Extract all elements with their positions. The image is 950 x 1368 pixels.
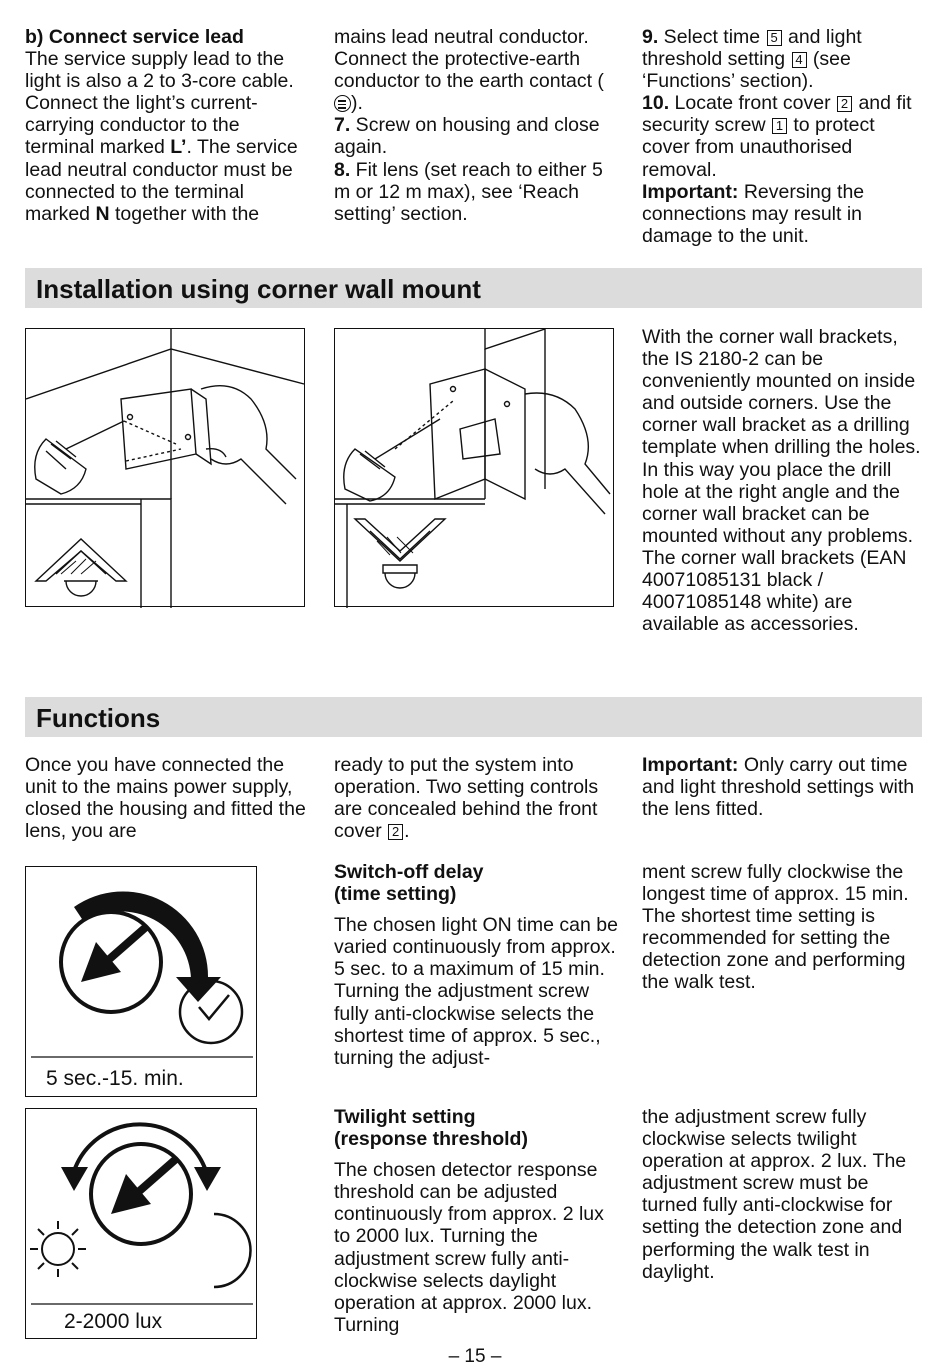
- time-setting-column-1: Switch-off delay (time setting) The chosen light ON time can be varied continuously from approx. 5 sec. to a maximum of 15 min. Turning the adjustment screw fully anti-clockwise selects the shortest time of approx. 5 sec., turning the adjust-: [334, 861, 618, 1069]
- moon-icon: [214, 1214, 251, 1287]
- section-heading-corner-mount: Installation using corner wall mount: [36, 274, 481, 304]
- section-heading-functions: Functions: [36, 703, 161, 733]
- step-9: 9. Select time 5 and light threshold setting 4 (see ‘Functions’ section).: [642, 26, 862, 93]
- functions-intro-2: ready to put the system into operation. Two setting controls are concealed behind the front cover 2 .: [334, 754, 599, 843]
- twilight-setting-column-1: Twilight setting (response threshold) The chosen detector response threshold can be adjusted continuously from approx. 2 lux to 2000 lux. Turning the adjustment screw fully anti-clockwise selects daylight operation at approx. 2000 lux. Turning: [334, 1106, 619, 1336]
- callout-number-4: 4: [792, 52, 807, 68]
- important-note-wiring: Important: Reversing the connections may result in damage to the unit.: [642, 180, 865, 247]
- steps-9-10-column: [642, 26, 920, 247]
- callout-number-2: 2: [388, 824, 403, 840]
- time-setting-title: Switch-off delay (time setting): [334, 861, 484, 906]
- connect-service-lead-heading: b) Connect service lead: [25, 26, 244, 48]
- corner-mount-description: With the corner wall brackets, the IS 2180-2 can be conveniently mounted on inside and outside corners. Use the corner wall bracket as a drilling template when drilling the holes. In this way you place the drill hole at the right angle and the corner wall bracket can be mounted without any problems. The corner wall brackets (EAN 40071085131 black / 40071085148 white) are available as accessories.: [642, 326, 921, 636]
- adjust-arrow-icon: [106, 927, 146, 962]
- step-8: 8. Fit lens (set reach to either 5 m or 12 m max), see ‘Reach setting’ section.: [334, 158, 603, 225]
- adjust-arrow-icon: [136, 1159, 176, 1194]
- inside-corner-illustration: [25, 328, 305, 607]
- steps-7-8-column: [334, 26, 619, 225]
- time-range-caption: 5 sec.-15. min.: [46, 1067, 184, 1090]
- clock-icon: [180, 981, 242, 1043]
- time-setting-figure: [25, 866, 257, 1097]
- lux-range-caption: 2-2000 lux: [64, 1310, 163, 1333]
- twilight-setting-title: Twilight setting (response threshold): [334, 1106, 528, 1151]
- time-setting-column-2: ment screw fully clockwise the longest time of approx. 15 min. The shortest time setting is recommended for setting the detection zone and performing the walk test.: [642, 861, 909, 994]
- sun-icon: [30, 1221, 86, 1277]
- callout-number-2: 2: [837, 96, 852, 112]
- step-7: 7. Screw on housing and close again.: [334, 114, 600, 159]
- step-10: 10. Locate front cover 2 and fit security screw 1 to protect cover from unauthorised removal.: [642, 92, 912, 181]
- section-band-corner-mount: [25, 268, 922, 308]
- twilight-setting-figure: [25, 1108, 257, 1339]
- connect-service-lead-text: b) Connect service lead The service supply lead to the light is also a 2 to 3-core cable. Connect the light’s current-carrying conductor to the terminal marked L’. The service lead neutral conductor must be connected to the terminal marked N together with the: [25, 26, 298, 225]
- outside-corner-illustration: [334, 328, 614, 607]
- connect-service-lead-column: [25, 26, 310, 225]
- earth-symbol-icon: [334, 95, 351, 112]
- earth-connection-text: mains lead neutral conductor. Connect the protective-earth conductor to the earth contact ( ).: [334, 26, 604, 115]
- page-number: – 15 –: [448, 1346, 502, 1367]
- callout-number-5: 5: [767, 30, 782, 46]
- functions-intro-1: Once you have connected the unit to the mains power supply, closed the housing and fitted the lens, you are: [25, 754, 306, 843]
- double-arrow-icon: [74, 1124, 206, 1171]
- twilight-setting-column-2: the adjustment screw fully clockwise selects twilight operation at approx. 2 lux. The adjustment screw must be turned fully anti-clockwise for setting the detection zone and performing the walk test in daylight.: [642, 1106, 907, 1283]
- callout-number-1: 1: [772, 118, 787, 134]
- functions-important-note: Important: Only carry out time and light threshold settings with the lens fitted.: [642, 754, 915, 821]
- section-band-functions: [25, 697, 922, 737]
